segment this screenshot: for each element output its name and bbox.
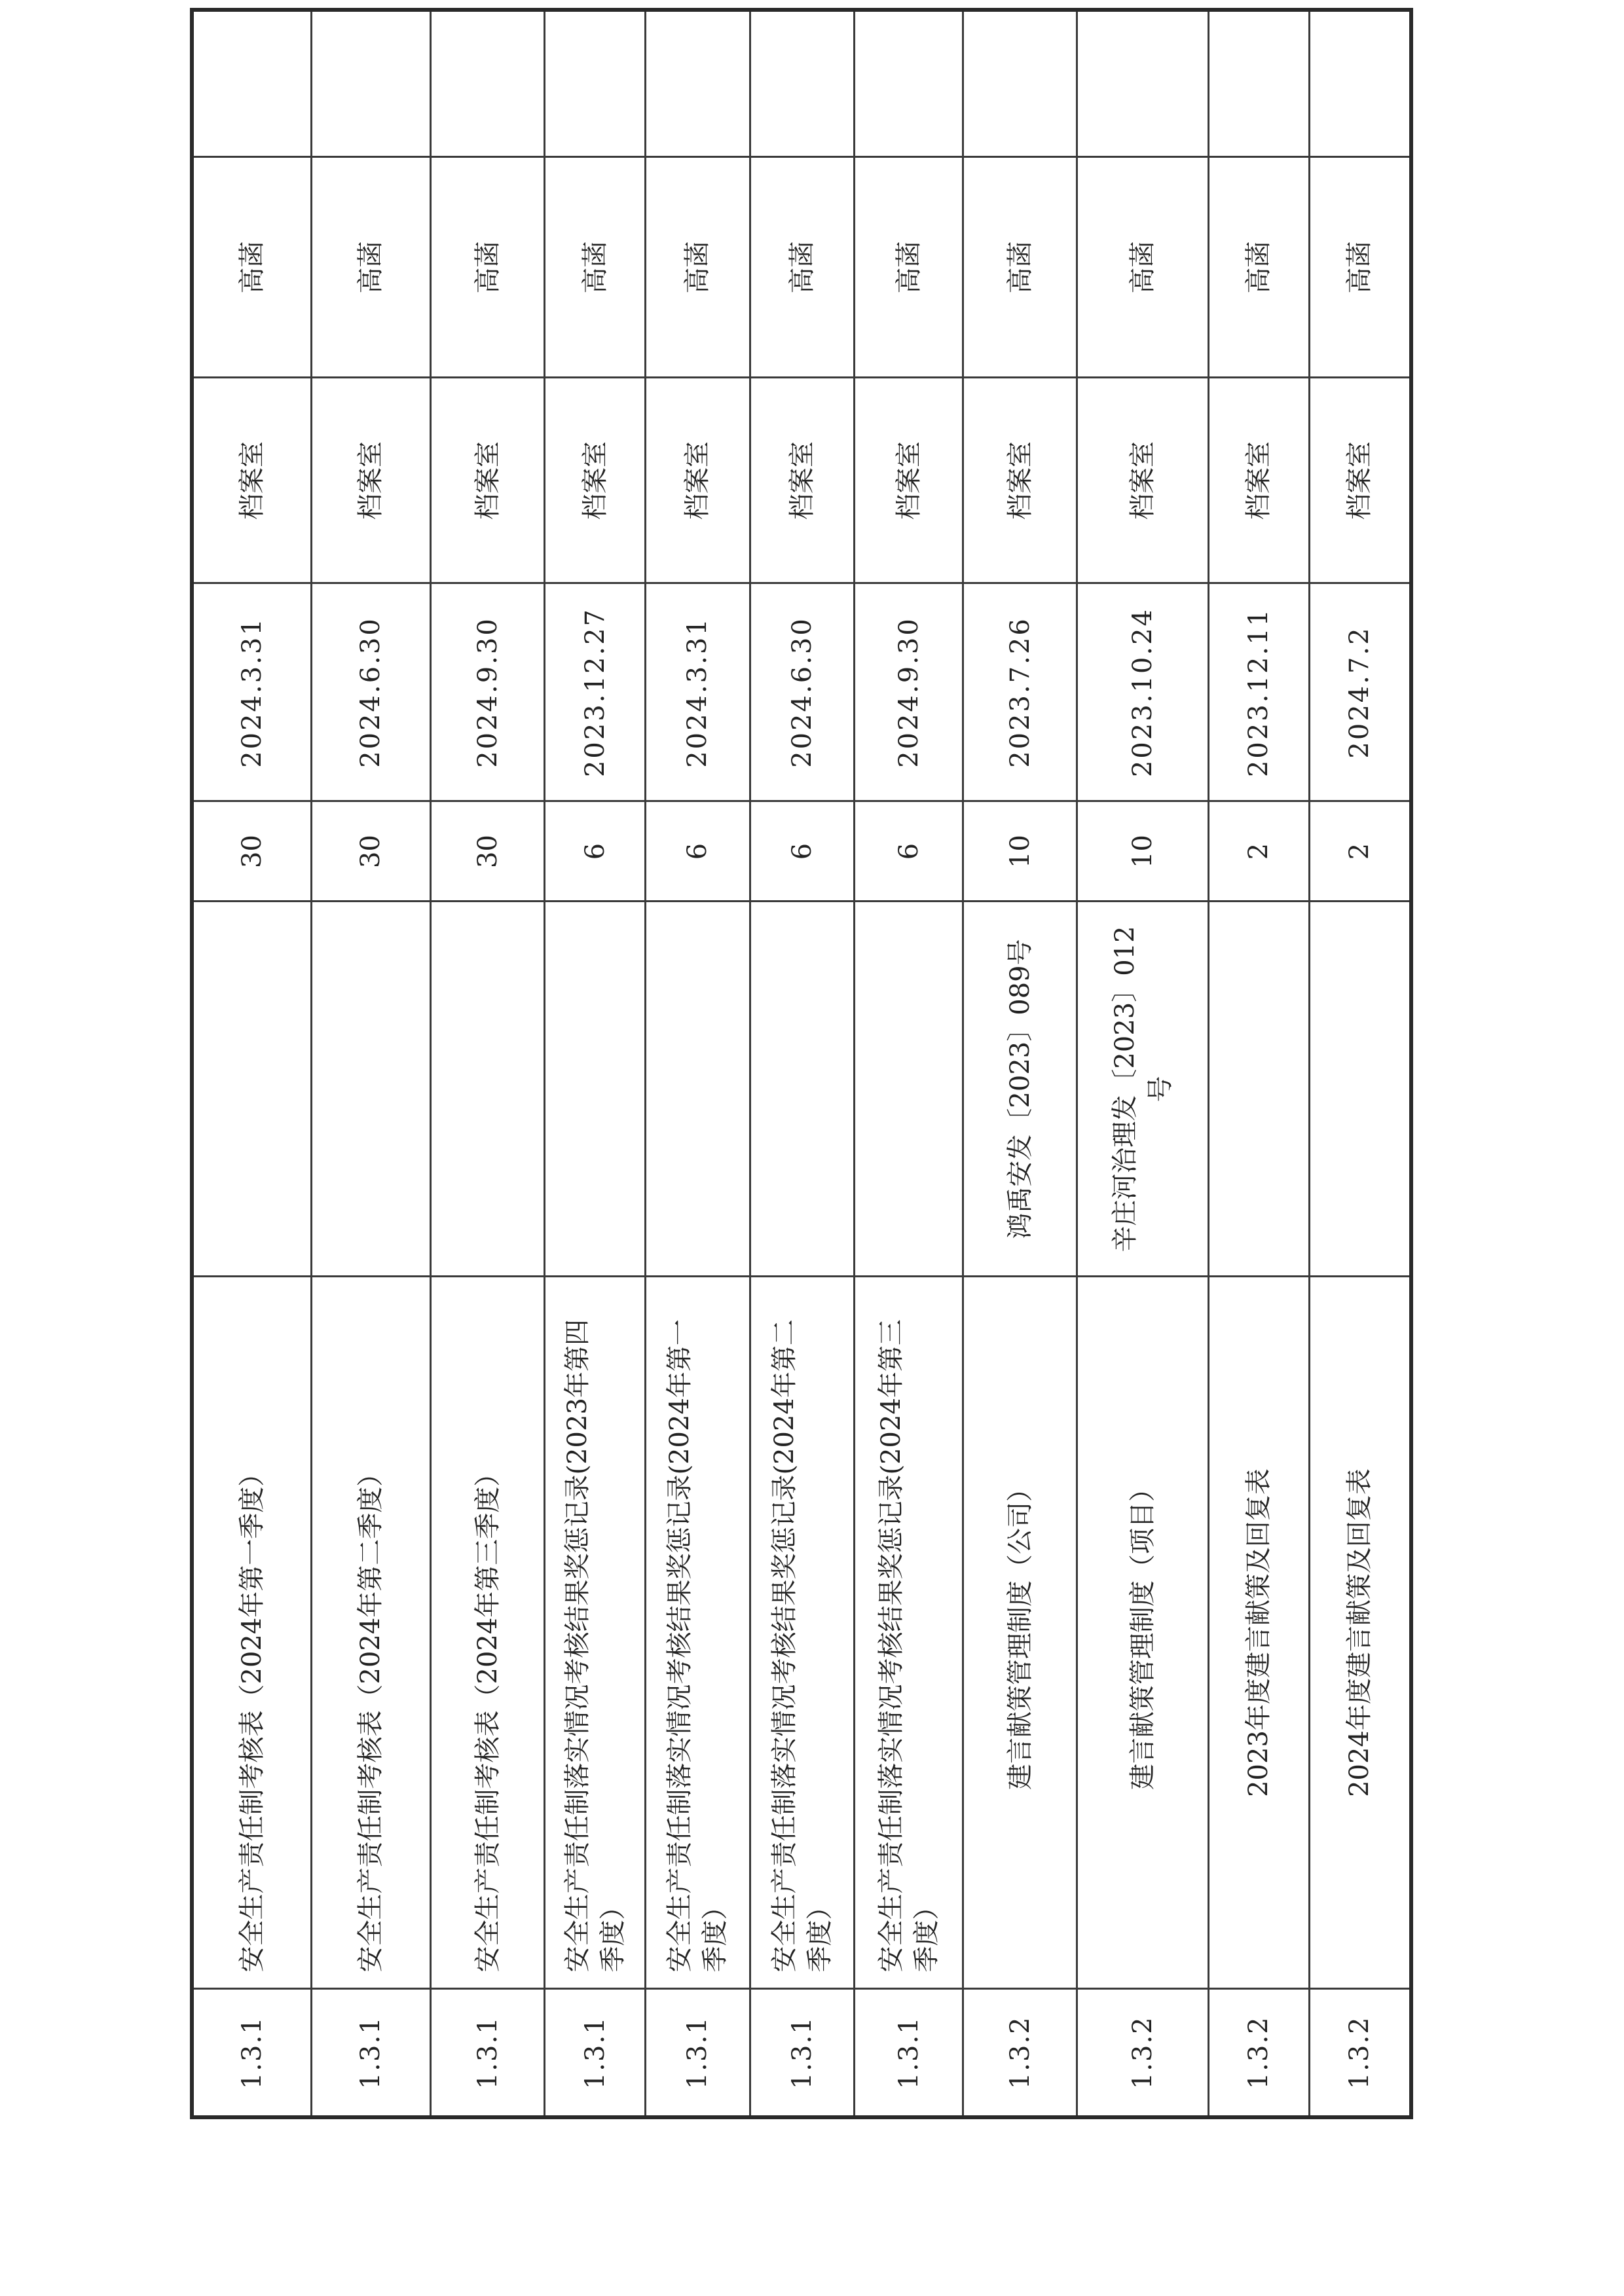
cell-doc-no <box>431 902 545 1277</box>
cell-location: 档案室 <box>855 378 963 583</box>
cell-pages: 10 <box>963 801 1077 902</box>
cell-title: 安全生产责任制考核表（2024年第三季度） <box>431 1277 545 1989</box>
cell-code: 1.3.1 <box>311 1989 430 2117</box>
cell-code: 1.3.1 <box>545 1989 646 2117</box>
cell-date: 2024.6.30 <box>750 583 855 801</box>
cell-location: 档案室 <box>963 378 1077 583</box>
cell-doc-no <box>1209 902 1310 1277</box>
cell-person: 高菡 <box>192 157 311 378</box>
cell-pages: 30 <box>311 801 430 902</box>
table-body <box>192 10 1411 2117</box>
cell-doc-no <box>855 902 963 1277</box>
cell-doc-no <box>311 902 430 1277</box>
cell-remark <box>1309 10 1411 157</box>
cell-date: 2023.12.11 <box>1209 583 1310 801</box>
cell-date: 2024.3.31 <box>645 583 750 801</box>
cell-date: 2024.7.2 <box>1309 583 1411 801</box>
cell-pages: 30 <box>192 801 311 902</box>
cell-date: 2024.3.31 <box>192 583 311 801</box>
cell-doc-no <box>545 902 646 1277</box>
cell-doc-no: 鸿禹安发〔2023〕089号 <box>963 902 1077 1277</box>
cell-person: 高菡 <box>750 157 855 378</box>
rotated-content <box>190 143 1413 2119</box>
cell-person: 高菡 <box>1077 157 1209 378</box>
cell-doc-no <box>750 902 855 1277</box>
table-row <box>1209 10 1310 2117</box>
cell-code: 1.3.2 <box>963 1989 1077 2117</box>
cell-remark <box>311 10 430 157</box>
cell-person: 高菡 <box>311 157 430 378</box>
archive-table <box>190 8 1413 2119</box>
cell-person: 高菡 <box>855 157 963 378</box>
cell-pages: 30 <box>431 801 545 902</box>
cell-doc-no: 辛庄河治理发〔2023〕012号 <box>1077 902 1209 1277</box>
cell-location: 档案室 <box>192 378 311 583</box>
cell-title: 安全生产责任制考核表（2024年第二季度） <box>311 1277 430 1989</box>
cell-person: 高菡 <box>645 157 750 378</box>
cell-title: 安全生产责任制落实情况考核结果奖惩记录(2024年第一季度） <box>645 1277 750 1989</box>
cell-pages: 6 <box>545 801 646 902</box>
cell-date: 2024.9.30 <box>855 583 963 801</box>
cell-location: 档案室 <box>431 378 545 583</box>
cell-location: 档案室 <box>1077 378 1209 583</box>
cell-person: 高菡 <box>431 157 545 378</box>
table-row <box>311 10 430 2117</box>
table-row <box>1077 10 1209 2117</box>
cell-pages: 10 <box>1077 801 1209 902</box>
cell-pages: 6 <box>855 801 963 902</box>
cell-code: 1.3.1 <box>645 1989 750 2117</box>
table-row <box>963 10 1077 2117</box>
cell-code: 1.3.2 <box>1209 1989 1310 2117</box>
cell-remark <box>750 10 855 157</box>
cell-person: 高菡 <box>1209 157 1310 378</box>
cell-title: 建言献策管理制度（项目） <box>1077 1277 1209 1989</box>
cell-date: 2024.9.30 <box>431 583 545 801</box>
cell-location: 档案室 <box>645 378 750 583</box>
cell-title: 安全生产责任制落实情况考核结果奖惩记录(2024年第二季度） <box>750 1277 855 1989</box>
cell-date: 2023.7.26 <box>963 583 1077 801</box>
cell-code: 1.3.2 <box>1077 1989 1209 2117</box>
cell-pages: 2 <box>1309 801 1411 902</box>
table-row <box>750 10 855 2117</box>
table-row <box>855 10 963 2117</box>
cell-pages: 2 <box>1209 801 1310 902</box>
cell-remark <box>1077 10 1209 157</box>
cell-remark <box>1209 10 1310 157</box>
cell-title: 安全生产责任制考核表（2024年第一季度） <box>192 1277 311 1989</box>
cell-remark <box>431 10 545 157</box>
cell-code: 1.3.1 <box>855 1989 963 2117</box>
table-row <box>192 10 311 2117</box>
cell-doc-no <box>645 902 750 1277</box>
cell-remark <box>855 10 963 157</box>
cell-title: 安全生产责任制落实情况考核结果奖惩记录(2023年第四季度） <box>545 1277 646 1989</box>
cell-location: 档案室 <box>545 378 646 583</box>
cell-date: 2023.12.27 <box>545 583 646 801</box>
cell-title: 2024年度建言献策及回复表 <box>1309 1277 1411 1989</box>
cell-remark <box>963 10 1077 157</box>
cell-location: 档案室 <box>1209 378 1310 583</box>
table-row <box>1309 10 1411 2117</box>
cell-person: 高菡 <box>545 157 646 378</box>
cell-title: 2023年度建言献策及回复表 <box>1209 1277 1310 1989</box>
cell-person: 高菡 <box>1309 157 1411 378</box>
cell-doc-no <box>1309 902 1411 1277</box>
cell-location: 档案室 <box>311 378 430 583</box>
cell-code: 1.3.1 <box>750 1989 855 2117</box>
cell-location: 档案室 <box>1309 378 1411 583</box>
cell-remark <box>192 10 311 157</box>
cell-pages: 6 <box>645 801 750 902</box>
cell-title: 安全生产责任制落实情况考核结果奖惩记录(2024年第三季度） <box>855 1277 963 1989</box>
cell-doc-no <box>192 902 311 1277</box>
cell-location: 档案室 <box>750 378 855 583</box>
cell-person: 高菡 <box>963 157 1077 378</box>
cell-code: 1.3.1 <box>431 1989 545 2117</box>
cell-code: 1.3.2 <box>1309 1989 1411 2117</box>
cell-remark <box>545 10 646 157</box>
cell-date: 2023.10.24 <box>1077 583 1209 801</box>
table-row <box>431 10 545 2117</box>
cell-pages: 6 <box>750 801 855 902</box>
table-row <box>545 10 646 2117</box>
cell-code: 1.3.1 <box>192 1989 311 2117</box>
cell-remark <box>645 10 750 157</box>
cell-date: 2024.6.30 <box>311 583 430 801</box>
document-sheet <box>190 143 1413 2119</box>
table-row <box>645 10 750 2117</box>
cell-title: 建言献策管理制度（公司） <box>963 1277 1077 1989</box>
